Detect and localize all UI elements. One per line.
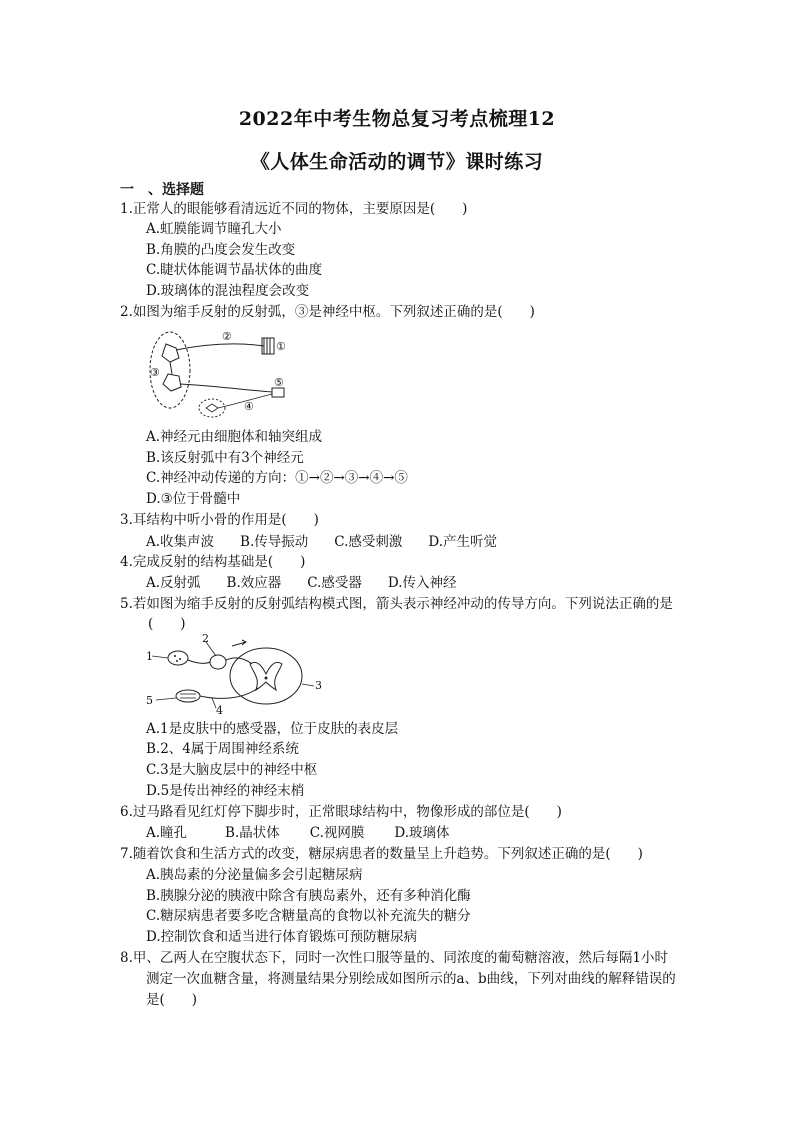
effector-box xyxy=(272,388,284,397)
question-6-options xyxy=(146,823,476,844)
question-3-option-a: A.收集声波 xyxy=(146,534,215,550)
question-5-stem: 5.若如图为缩手反射的反射弧结构模式图，箭头表示神经冲动的传导方向。下列说法正确的是 xyxy=(120,596,673,612)
question-8-stem: 8.甲、乙两人在空腹状态下，同时一次性口服等量的、同浓度的葡萄糖溶液，然后每隔1小时 xyxy=(120,950,668,966)
fig2-label-5: ⑤ xyxy=(274,376,284,389)
question-7-option-d: D.控制饮食和适当进行体育锻炼可预防糖尿病 xyxy=(146,929,418,945)
question-6-stem: 6.过马路看见红灯停下脚步时，正常眼球结构中，物像形成的部位是( ) xyxy=(120,804,562,820)
question-3-option-d: D.产生听觉 xyxy=(428,534,498,550)
section-heading: 一 、选择题 xyxy=(120,182,204,198)
question-4-stem: 4.完成反射的结构基础是( ) xyxy=(120,554,306,570)
document-subtitle: 《人体生命活动的调节》课时练习 xyxy=(250,151,544,173)
dorsal-ganglion xyxy=(210,655,226,669)
neuron-body-lower xyxy=(163,374,181,391)
question-7-stem: 7.随着饮食和生活方式的改变，糖尿病患者的数量呈上升趋势。下列叙述正确的是( ) xyxy=(120,846,643,862)
question-4-option-d: D.传入神经 xyxy=(387,575,457,591)
efferent-nerve xyxy=(180,384,272,392)
grey-matter xyxy=(250,662,282,690)
question-2-stem: 2.如图为缩手反射的反射弧，③是神经中枢。下列叙述正确的是( ) xyxy=(120,304,535,320)
fig5-label-3: 3 xyxy=(315,679,322,692)
receptor-mark xyxy=(262,338,274,354)
question-6-option-d: D.玻璃体 xyxy=(394,825,450,841)
question-4-option-c: C.感受器 xyxy=(307,575,362,591)
fig2-label-3: ③ xyxy=(150,366,160,379)
efferent-pathway xyxy=(200,688,258,698)
question-4-option-b: B.效应器 xyxy=(226,575,282,591)
reflex-arc-spinal-figure xyxy=(146,634,326,714)
ganglion-outline xyxy=(199,399,225,417)
question-5-option-a: A.1是皮肤中的感受器，位于皮肤的表皮层 xyxy=(146,721,399,737)
question-8-stem-continued-2: 是( ) xyxy=(146,992,198,1008)
question-1-option-d: D.玻璃体的混浊程度会改变 xyxy=(146,283,310,299)
question-7-option-b: B.胰腺分泌的胰液中除含有胰岛素外，还有多种消化酶 xyxy=(146,888,471,904)
question-1-option-c: C.睫状体能调节晶状体的曲度 xyxy=(146,262,323,278)
question-5-option-d: D.5是传出神经的神经末梢 xyxy=(146,783,305,799)
document-title: 2022年中考生物总复习考点梳理12 xyxy=(238,108,556,130)
fig2-label-4: ④ xyxy=(244,400,254,413)
question-3-options xyxy=(146,532,523,553)
question-2-option-a: A.神经元由细胞体和轴突组成 xyxy=(146,429,323,445)
fig5-label-2: 2 xyxy=(202,634,209,645)
question-3-option-b: B.传导振动 xyxy=(240,534,309,550)
afferent-nerve xyxy=(176,344,264,350)
question-7-option-a: A.胰岛素的分泌量偏多会引起糖尿病 xyxy=(146,867,363,883)
question-7-option-c: C.糖尿病患者要多吃含糖量高的食物以补充流失的糖分 xyxy=(146,908,471,924)
question-2-option-d: D.③位于骨髓中 xyxy=(146,491,241,507)
fig5-label-5: 5 xyxy=(146,694,153,707)
question-1-option-b: B.角膜的凸度会发生改变 xyxy=(146,242,296,258)
question-5-option-c: C.3是大脑皮层中的神经中枢 xyxy=(146,762,318,778)
question-1-stem: 1.正常人的眼能够看清远近不同的物体，主要原因是( ) xyxy=(120,201,468,217)
question-4-option-a: A.反射弧 xyxy=(146,575,201,591)
question-6-option-b: B.晶状体 xyxy=(225,825,280,841)
question-1-option-a: A.虹膜能调节瞳孔大小 xyxy=(146,221,282,237)
question-4-options xyxy=(146,573,483,594)
reflex-arc-figure xyxy=(146,326,296,422)
fig5-label-1: 1 xyxy=(146,650,153,663)
effector-muscle xyxy=(176,690,200,702)
question-3-stem: 3.耳结构中听小骨的作用是( ) xyxy=(120,512,319,528)
question-8-stem-continued-1: 测定一次血糖含量，将测量结果分别绘成如图所示的a、b曲线，下列对曲线的解释错误的 xyxy=(146,971,676,987)
question-5-stem-continued: ( ) xyxy=(148,616,186,632)
question-3-option-c: C.感受刺激 xyxy=(334,534,403,550)
question-6-option-c: C.视网膜 xyxy=(309,825,365,841)
question-2-option-b: B.该反射弧中有3个神经元 xyxy=(146,450,304,466)
neuron-body-upper xyxy=(162,344,179,362)
question-5-option-b: B.2、4属于周围神经系统 xyxy=(146,741,299,757)
fig2-label-2: ② xyxy=(222,330,232,343)
fig5-label-4: 4 xyxy=(216,704,223,714)
question-6-option-a: A.瞳孔 xyxy=(146,825,188,841)
question-2-option-c: C.神经冲动传递的方向：①→②→③→④→⑤ xyxy=(146,470,408,486)
skin-receptor xyxy=(168,651,188,665)
fig2-label-1: ① xyxy=(276,340,286,353)
